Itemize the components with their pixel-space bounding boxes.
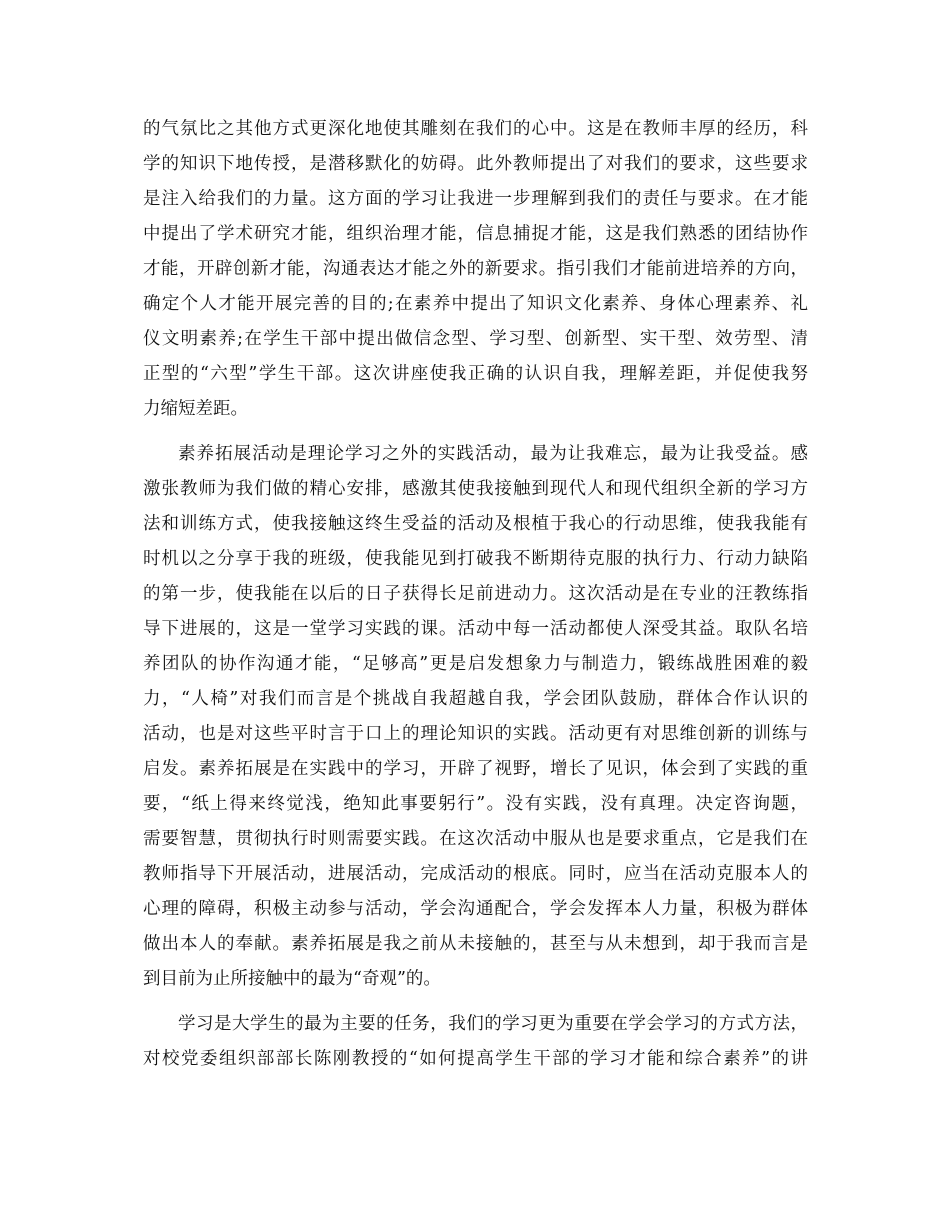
text-line: 需要智慧，贯彻执行时则需要实践。在这次活动中服从也是要求重点，它是我们在 bbox=[143, 829, 808, 849]
text-line: 养团队的协作沟通才能，“足够高”更是启发想象力与制造力，锻练战胜困难的毅 bbox=[143, 654, 808, 674]
text-line: 对校党委组织部部长陈刚教授的“如何提高学生干部的学习才能和综合素养”的讲 bbox=[143, 1049, 808, 1069]
paragraph-first-line: 学习是大学生的最为主要的任务，我们的学习更为重要在学会学习的方式方法， bbox=[178, 1014, 808, 1034]
text-line: 的气氛比之其他方式更深化地使其雕刻在我们的心中。这是在教师丰厚的经历，科 bbox=[143, 119, 808, 139]
text-line: 法和训练方式，使我接触这终生受益的活动及根植于我心的行动思维，使我我能有 bbox=[143, 514, 808, 534]
text-line: 要，“纸上得来终觉浅，绝知此事要躬行”。没有实践，没有真理。决定咨询题， bbox=[143, 794, 808, 814]
text-line: 仪文明素养;在学生干部中提出做信念型、学习型、创新型、实干型、效劳型、清 bbox=[143, 329, 808, 349]
text-line: 学的知识下地传授，是潜移默化的妨碍。此外教师提出了对我们的要求，这些要求 bbox=[143, 154, 808, 174]
text-line: 启发。素养拓展是在实践中的学习，开辟了视野，增长了见识，体会到了实践的重 bbox=[143, 759, 808, 779]
text-line: 心理的障碍，积极主动参与活动，学会沟通配合，学会发挥本人力量，积极为群体 bbox=[143, 899, 808, 919]
text-line: 时机以之分享于我的班级，使我能见到打破我不断期待克服的执行力、行动力缺陷 bbox=[143, 549, 808, 569]
text-line: 教师指导下开展活动，进展活动，完成活动的根底。同时，应当在活动克服本人的 bbox=[143, 864, 808, 884]
text-line: 力缩短差距。 bbox=[143, 399, 248, 419]
paragraph-first-line: 素养拓展活动是理论学习之外的实践活动，最为让我难忘，最为让我受益。感 bbox=[178, 444, 808, 464]
text-line: 是注入给我们的力量。这方面的学习让我进一步理解到我们的责任与要求。在才能 bbox=[143, 189, 808, 209]
text-line: 到目前为止所接触中的最为“奇观”的。 bbox=[143, 969, 441, 989]
text-line: 导下进展的，这是一堂学习实践的课。活动中每一活动都使人深受其益。取队名培 bbox=[143, 619, 808, 639]
text-line: 激张教师为我们做的精心安排，感激其使我接触到现代人和现代组织全新的学习方 bbox=[143, 479, 808, 499]
text-line: 正型的“六型”学生干部。这次讲座使我正确的认识自我，理解差距，并促使我努 bbox=[143, 364, 808, 384]
text-line: 确定个人才能开展完善的目的;在素养中提出了知识文化素养、身体心理素养、礼 bbox=[143, 294, 808, 314]
text-line: 做出本人的奉献。素养拓展是我之前从未接触的，甚至与从未想到，却于我而言是 bbox=[143, 934, 808, 954]
text-line: 中提出了学术研究才能，组织治理才能，信息捕捉才能，这是我们熟悉的团结协作 bbox=[143, 224, 808, 244]
text-line: 活动，也是对这些平时言于口上的理论知识的实践。活动更有对思维创新的训练与 bbox=[143, 724, 808, 744]
text-line: 的第一步，使我能在以后的日子获得长足前进动力。这次活动是在专业的汪教练指 bbox=[143, 584, 808, 604]
text-line: 力，“人椅”对我们而言是个挑战自我超越自我，学会团队鼓励，群体合作认识的 bbox=[143, 689, 808, 709]
text-line: 才能，开辟创新才能，沟通表达才能之外的新要求。指引我们才能前进培养的方向， bbox=[143, 259, 808, 279]
